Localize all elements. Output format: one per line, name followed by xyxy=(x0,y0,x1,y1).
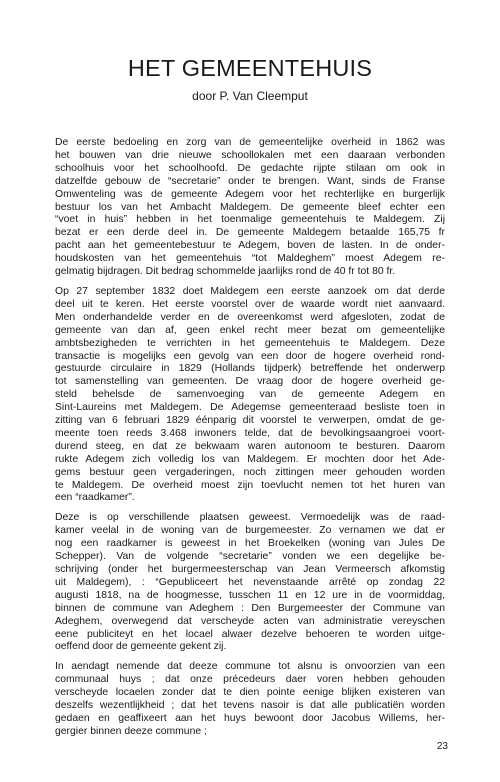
text-line: binnen de commune van Adeghem : Den Burgemeester der Commune van xyxy=(55,602,445,614)
text-line: gems bestuur geen vergaderingen, noch zittingen meer gehouden worden xyxy=(55,466,445,478)
text-line: uit Maldegem), : “Gepubliceert het nevenstaande arrêté op zondag 22 xyxy=(55,576,445,588)
text-line: gestuurde circulaire in 1829 (Hollands tijdperk) betreffende het onderwerp xyxy=(55,363,445,375)
text-line: durend steeg, en dat ze bekwaam waren autonoom te besturen. Daarom xyxy=(55,440,445,452)
text-line: Adeghem, overwegend dat verscheyde acten van administratie vereyschen xyxy=(55,615,445,627)
text-line: gergier binnen deeze commune ; xyxy=(55,725,207,737)
text-line: oeffend door de gemeente gekent zij. xyxy=(55,641,227,653)
text-line: een “raadkamer”. xyxy=(55,492,135,504)
text-line: datzelfde gebouw de “secretarie” onder te brengen. Want, sinds de Franse xyxy=(55,175,445,187)
text-line: kamer veelal in de woning van de burgemeester. Zo vernamen we dat er xyxy=(55,525,445,537)
page-title: HET GEMEENTEHUIS xyxy=(127,55,373,81)
text-line: meente toen reeds 3.468 inwoners telde, dat de bevolkingsaangroei voort- xyxy=(55,427,445,439)
text-line: Men onderhandelde verder en de overeenkomst werd afgesloten, zodat de xyxy=(55,311,445,323)
text-line: eene publiciteyt en het locael alwaer dezelve behoeren te worden uitge- xyxy=(55,628,445,640)
author-byline: door P. Van Cleemput xyxy=(192,89,308,103)
text-line: bestuur los van het Ambacht Maldegem. De gemeente bleef echter een xyxy=(55,201,445,213)
text-line: nog een raadkamer is geweest in het Broekelken (woning van Jules De xyxy=(55,538,445,550)
text-line: rukte Adegem zich volledig los van Maldegem. Er mochten door het Ade- xyxy=(55,453,445,465)
text-line: In aendagt nemende dat deeze commune tot alsnu is onvoorzien van een xyxy=(55,661,445,673)
text-line: communaal huys ; dat onze précedeurs daer voren hebben gehouden xyxy=(55,674,445,686)
text-line: Sint-Laureins met Maldegem. De Adegemse gemeenteraad besliste toen in xyxy=(55,402,445,414)
text-line: “voet in huis” hebben in het toenmalige gemeentehuis te Maldegem. Zij xyxy=(55,214,445,226)
text-line: De eerste bedoeling en zorg van de gemeentelijke overheid in 1862 was xyxy=(55,137,445,148)
page-number: 23 xyxy=(436,741,448,752)
text-line: augusti 1818, na de hoogmesse, tusschen 11 en 12 ure in de voormiddag, xyxy=(55,589,445,601)
text-line: deszelfs wezentlijkheid ; dat het tevens nasoir is dat alle publicatiën worden xyxy=(55,700,445,712)
text-line: Op 27 september 1832 doet Maldegem een eerste aanzoek om dat derde xyxy=(55,285,445,297)
text-line: zitting van 6 februari 1829 éénparig dit voorstel te verwerpen, omdat de ge- xyxy=(55,415,445,427)
text-line: steld behelsde de samenvoeging van de gemeente Adegem en xyxy=(55,389,445,401)
text-line: verscheyde locaelen zonder dat te dien pointe eenige blijken existeren van xyxy=(55,687,445,699)
text-line: gelmatig bijdragen. Dit bedrag schommelde jaarlijks rond de 40 fr tot 80 fr. xyxy=(55,266,396,278)
text-line: bezat er een derde deel in. De gemeente Maldegem betaalde 165,75 fr xyxy=(55,227,445,239)
text-line: pacht aan het gemeentebestuur te Adegem, boven de lasten. In de onder- xyxy=(55,240,445,252)
paragraph xyxy=(55,137,445,279)
text-line: gedaen en geaffixeert aan het huys bewoont door Jacobus Willems, her- xyxy=(55,712,445,724)
paragraph xyxy=(55,512,445,654)
text-line: ambtsbezigheden te verrichten in het gemeentehuis te Maldegem. Deze xyxy=(55,337,445,349)
text-line: Schepper). Van de volgende “secretarie” vonden we een degelijke be- xyxy=(55,551,445,563)
paragraph xyxy=(55,661,445,738)
text-line: Deze is op verschillende plaatsen geweest. Vermoedelijk was de raad- xyxy=(55,512,445,524)
article-body xyxy=(55,137,445,746)
text-line: het bouwen van drie nieuwe schoollokalen met een daaraan verbonden xyxy=(55,149,445,161)
paragraph xyxy=(55,286,445,505)
text-line: transactie is mogelijks een gevolg van een door de hogere overheid rond- xyxy=(55,350,445,362)
text-line: gemeente van dan af, geen enkel recht meer bezat om gemeentelijke xyxy=(55,324,445,336)
text-line: Omwenteling was de gemeente Adegem voor het rechterlijke en burgerlijk xyxy=(55,188,445,200)
text-line: deel uit te keren. Het eerste voorstel over de waarde wordt niet aanvaard. xyxy=(55,298,445,310)
text-line: te Maldegem. De overheid moest zijn toevlucht nemen tot het huren van xyxy=(55,479,445,491)
text-line: schoolhuis voor het schoolhoofd. De gedachte rijpte stilaan om ook in xyxy=(55,162,445,174)
text-line: tot samenstelling van gemeenten. De vraag door de hogere overheid ge- xyxy=(55,376,445,388)
text-line: houdskosten van het gemeentehuis “tot Maldeghem” moest Adegem re- xyxy=(55,253,445,265)
text-line: schrijving (onder het burgermeesterschap van Jean Vermeersch afkomstig xyxy=(55,564,445,575)
